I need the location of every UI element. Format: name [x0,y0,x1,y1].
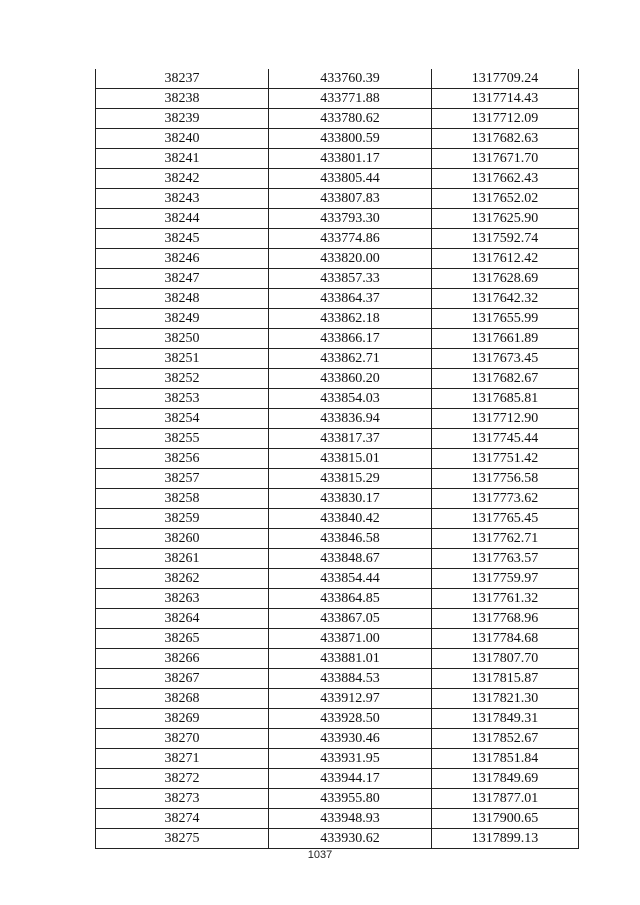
point-id-cell: 38270 [96,729,269,749]
x-coordinate-cell: 433944.17 [269,769,432,789]
table-row [96,729,579,749]
x-coordinate-cell: 433793.30 [269,209,432,229]
y-coordinate-cell: 1317807.70 [432,649,579,669]
table-row [96,409,579,429]
point-id-cell: 38263 [96,589,269,609]
table-row [96,609,579,629]
point-id-cell: 38239 [96,109,269,129]
coordinates-table [95,69,579,849]
x-coordinate-cell: 433846.58 [269,529,432,549]
point-id-cell: 38265 [96,629,269,649]
point-id-cell: 38272 [96,769,269,789]
point-id-cell: 38249 [96,309,269,329]
y-coordinate-cell: 1317784.68 [432,629,579,649]
coordinates-table-body [96,69,579,849]
x-coordinate-cell: 433864.85 [269,589,432,609]
table-row [96,169,579,189]
table-row [96,389,579,409]
point-id-cell: 38274 [96,809,269,829]
point-id-cell: 38267 [96,669,269,689]
x-coordinate-cell: 433931.95 [269,749,432,769]
point-id-cell: 38238 [96,89,269,109]
x-coordinate-cell: 433930.46 [269,729,432,749]
table-row [96,489,579,509]
table-row [96,429,579,449]
y-coordinate-cell: 1317655.99 [432,309,579,329]
point-id-cell: 38259 [96,509,269,529]
y-coordinate-cell: 1317849.69 [432,769,579,789]
y-coordinate-cell: 1317761.32 [432,589,579,609]
y-coordinate-cell: 1317900.65 [432,809,579,829]
y-coordinate-cell: 1317768.96 [432,609,579,629]
x-coordinate-cell: 433854.44 [269,569,432,589]
x-coordinate-cell: 433881.01 [269,649,432,669]
x-coordinate-cell: 433760.39 [269,69,432,89]
table-row [96,69,579,89]
y-coordinate-cell: 1317751.42 [432,449,579,469]
table-row [96,749,579,769]
point-id-cell: 38240 [96,129,269,149]
table-row [96,809,579,829]
x-coordinate-cell: 433830.17 [269,489,432,509]
y-coordinate-cell: 1317851.84 [432,749,579,769]
table-row [96,469,579,489]
y-coordinate-cell: 1317661.89 [432,329,579,349]
y-coordinate-cell: 1317756.58 [432,469,579,489]
table-row [96,449,579,469]
x-coordinate-cell: 433836.94 [269,409,432,429]
point-id-cell: 38247 [96,269,269,289]
table-row [96,669,579,689]
table-row [96,689,579,709]
x-coordinate-cell: 433807.83 [269,189,432,209]
point-id-cell: 38237 [96,69,269,89]
x-coordinate-cell: 433801.17 [269,149,432,169]
table-row [96,189,579,209]
point-id-cell: 38269 [96,709,269,729]
y-coordinate-cell: 1317652.02 [432,189,579,209]
table-row [96,769,579,789]
x-coordinate-cell: 433871.00 [269,629,432,649]
point-id-cell: 38260 [96,529,269,549]
x-coordinate-cell: 433866.17 [269,329,432,349]
table-row [96,569,579,589]
x-coordinate-cell: 433930.62 [269,829,432,849]
point-id-cell: 38268 [96,689,269,709]
x-coordinate-cell: 433817.37 [269,429,432,449]
y-coordinate-cell: 1317709.24 [432,69,579,89]
x-coordinate-cell: 433854.03 [269,389,432,409]
y-coordinate-cell: 1317673.45 [432,349,579,369]
y-coordinate-cell: 1317821.30 [432,689,579,709]
x-coordinate-cell: 433862.18 [269,309,432,329]
y-coordinate-cell: 1317682.63 [432,129,579,149]
point-id-cell: 38252 [96,369,269,389]
point-id-cell: 38266 [96,649,269,669]
point-id-cell: 38262 [96,569,269,589]
y-coordinate-cell: 1317852.67 [432,729,579,749]
point-id-cell: 38264 [96,609,269,629]
y-coordinate-cell: 1317642.32 [432,289,579,309]
x-coordinate-cell: 433948.93 [269,809,432,829]
point-id-cell: 38255 [96,429,269,449]
y-coordinate-cell: 1317762.71 [432,529,579,549]
table-row [96,649,579,669]
point-id-cell: 38246 [96,249,269,269]
point-id-cell: 38275 [96,829,269,849]
point-id-cell: 38248 [96,289,269,309]
point-id-cell: 38258 [96,489,269,509]
x-coordinate-cell: 433800.59 [269,129,432,149]
y-coordinate-cell: 1317763.57 [432,549,579,569]
point-id-cell: 38245 [96,229,269,249]
point-id-cell: 38244 [96,209,269,229]
y-coordinate-cell: 1317773.62 [432,489,579,509]
y-coordinate-cell: 1317712.09 [432,109,579,129]
table-row [96,269,579,289]
y-coordinate-cell: 1317592.74 [432,229,579,249]
table-row [96,209,579,229]
y-coordinate-cell: 1317765.45 [432,509,579,529]
point-id-cell: 38271 [96,749,269,769]
y-coordinate-cell: 1317815.87 [432,669,579,689]
table-row [96,249,579,269]
x-coordinate-cell: 433820.00 [269,249,432,269]
point-id-cell: 38257 [96,469,269,489]
point-id-cell: 38243 [96,189,269,209]
point-id-cell: 38250 [96,329,269,349]
y-coordinate-cell: 1317899.13 [432,829,579,849]
x-coordinate-cell: 433955.80 [269,789,432,809]
table-row [96,89,579,109]
x-coordinate-cell: 433774.86 [269,229,432,249]
x-coordinate-cell: 433805.44 [269,169,432,189]
point-id-cell: 38261 [96,549,269,569]
y-coordinate-cell: 1317612.42 [432,249,579,269]
y-coordinate-cell: 1317628.69 [432,269,579,289]
y-coordinate-cell: 1317714.43 [432,89,579,109]
table-row [96,129,579,149]
y-coordinate-cell: 1317685.81 [432,389,579,409]
x-coordinate-cell: 433815.01 [269,449,432,469]
x-coordinate-cell: 433862.71 [269,349,432,369]
point-id-cell: 38253 [96,389,269,409]
x-coordinate-cell: 433884.53 [269,669,432,689]
point-id-cell: 38254 [96,409,269,429]
x-coordinate-cell: 433867.05 [269,609,432,629]
x-coordinate-cell: 433912.97 [269,689,432,709]
point-id-cell: 38251 [96,349,269,369]
x-coordinate-cell: 433815.29 [269,469,432,489]
table-row [96,529,579,549]
y-coordinate-cell: 1317877.01 [432,789,579,809]
table-row [96,329,579,349]
point-id-cell: 38241 [96,149,269,169]
point-id-cell: 38242 [96,169,269,189]
x-coordinate-cell: 433857.33 [269,269,432,289]
table-row [96,789,579,809]
y-coordinate-cell: 1317625.90 [432,209,579,229]
table-row [96,829,579,849]
table-row [96,629,579,649]
y-coordinate-cell: 1317849.31 [432,709,579,729]
table-row [96,549,579,569]
x-coordinate-cell: 433771.88 [269,89,432,109]
y-coordinate-cell: 1317682.67 [432,369,579,389]
y-coordinate-cell: 1317662.43 [432,169,579,189]
table-row [96,589,579,609]
point-id-cell: 38273 [96,789,269,809]
table-row [96,349,579,369]
y-coordinate-cell: 1317759.97 [432,569,579,589]
y-coordinate-cell: 1317712.90 [432,409,579,429]
table-row [96,309,579,329]
y-coordinate-cell: 1317671.70 [432,149,579,169]
page-number: 1037 [307,849,333,861]
table-row [96,149,579,169]
table-row [96,109,579,129]
x-coordinate-cell: 433864.37 [269,289,432,309]
table-row [96,709,579,729]
x-coordinate-cell: 433780.62 [269,109,432,129]
table-row [96,229,579,249]
y-coordinate-cell: 1317745.44 [432,429,579,449]
x-coordinate-cell: 433860.20 [269,369,432,389]
table-row [96,369,579,389]
x-coordinate-cell: 433840.42 [269,509,432,529]
point-id-cell: 38256 [96,449,269,469]
table-row [96,289,579,309]
x-coordinate-cell: 433848.67 [269,549,432,569]
x-coordinate-cell: 433928.50 [269,709,432,729]
table-row [96,509,579,529]
